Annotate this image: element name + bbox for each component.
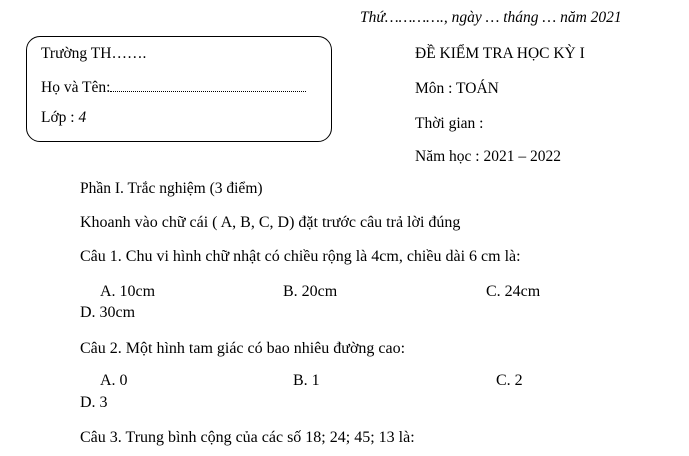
exam-time: Thời gian : [415,115,484,132]
q2-option-c: C. 2 [496,372,523,389]
exam-title: ĐỀ KIỂM TRA HỌC KỲ I [415,45,585,62]
name-dots [110,79,306,92]
question-1: Câu 1. Chu vi hình chữ nhật có chiều rộng là 4cm, chiều dài 6 cm là: [80,248,521,265]
school-year: Năm học : 2021 – 2022 [415,148,561,165]
student-info-box [26,36,332,142]
school-line: Trường TH……. [41,45,147,62]
date-line: Thứ…………., ngày … tháng … năm 2021 [360,9,622,26]
exam-subject: Môn : TOÁN [415,80,499,97]
q2-option-b: B. 1 [293,372,320,389]
q2-option-a: A. 0 [100,372,128,389]
q1-option-c: C. 24cm [486,283,541,300]
part-title: Phần I. Trắc nghiệm (3 điểm) [80,180,263,197]
instruction: Khoanh vào chữ cái ( A, B, C, D) đặt trước câu trả lời đúng [80,214,461,231]
question-2: Câu 2. Một hình tam giác có bao nhiêu đường cao: [80,340,406,357]
q1-option-b: B. 20cm [283,283,338,300]
q2-option-d: D. 3 [80,394,108,411]
class-line [41,109,86,127]
name-line [41,79,306,97]
class-value: 4 [78,109,87,126]
name-label: Họ và Tên: [41,79,111,96]
q1-option-a: A. 10cm [100,283,156,300]
question-3: Câu 3. Trung bình cộng của các số 18; 24; 45; 13 là: [80,429,415,446]
q1-option-d: D. 30cm [80,304,136,321]
class-label: Lớp : [41,109,79,126]
